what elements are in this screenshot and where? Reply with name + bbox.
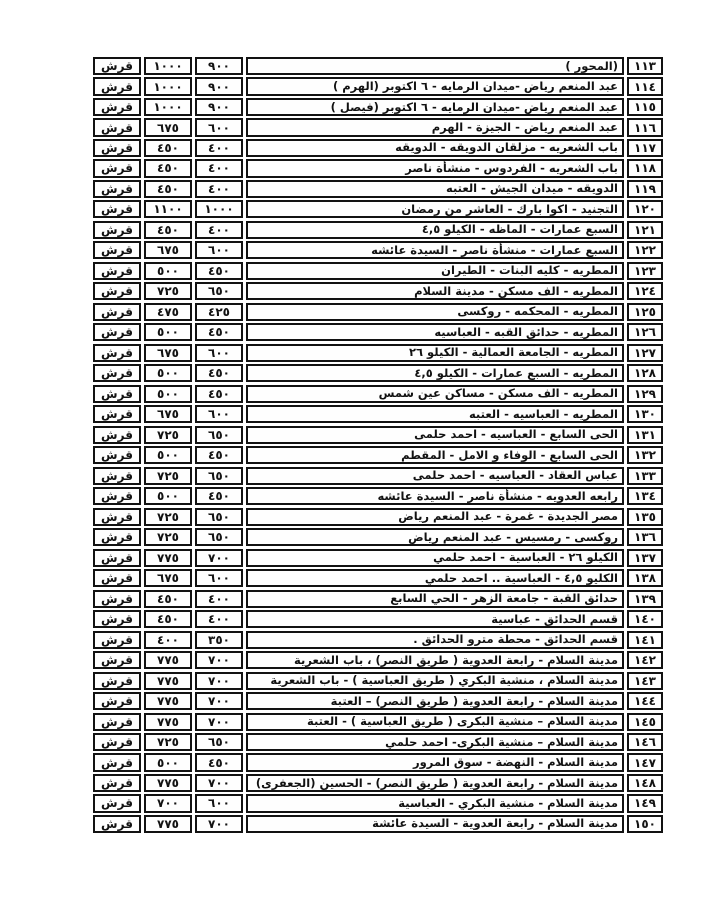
fare-upper-cell: ٦٧٥ [144, 344, 192, 362]
route-cell: المطريه - المحكمه - روكسى [246, 303, 624, 321]
route-cell: روكسى - رمسيس - عبد المنعم رياض [246, 528, 624, 546]
row-number-cell: ١٣٦ [627, 528, 663, 546]
row-number-cell: ١٢٠ [627, 200, 663, 218]
unit-cell: قرش [93, 426, 141, 444]
row-number-cell: ١٣٢ [627, 446, 663, 464]
row-number-cell: ١٤١ [627, 631, 663, 649]
fare-upper-cell: ٧٢٥ [144, 467, 192, 485]
unit-cell: قرش [93, 98, 141, 116]
unit-cell: قرش [93, 815, 141, 833]
fare-upper-cell: ٤٥٠ [144, 139, 192, 157]
fare-upper-cell: ٧٢٥ [144, 282, 192, 300]
fare-upper-cell: ٧٧٥ [144, 713, 192, 731]
table-row [93, 610, 663, 628]
unit-cell: قرش [93, 200, 141, 218]
route-cell: حدائق القبة - جامعة الزهر - الحي السابع [246, 590, 624, 608]
route-cell: المطريه - السبع عمارات - الكيلو ٤,٥ [246, 364, 624, 382]
row-number-cell: ١٢٤ [627, 282, 663, 300]
route-cell: مدينة السلام – منشية البكرى- احمد حلمي [246, 733, 624, 751]
fare-upper-cell: ٧٢٥ [144, 508, 192, 526]
route-cell: (المحور ) [246, 57, 624, 75]
row-number-cell: ١١٩ [627, 180, 663, 198]
row-number-cell: ١٣٤ [627, 487, 663, 505]
table-row [93, 221, 663, 239]
fare-upper-cell: ٧٢٥ [144, 426, 192, 444]
fare-upper-cell: ٧٢٥ [144, 733, 192, 751]
fare-upper-cell: ٧٢٥ [144, 528, 192, 546]
fare-upper-cell: ٥٠٠ [144, 446, 192, 464]
route-cell: مدينة السلام - رابعة العدوية - السيدة عائشة [246, 815, 624, 833]
unit-cell: قرش [93, 487, 141, 505]
route-cell: المطريه - الف مسكن - مساكن عين شمس [246, 385, 624, 403]
fare-upper-cell: ٧٠٠ [144, 794, 192, 812]
fare-upper-cell: ١٠٠٠ [144, 57, 192, 75]
fare-lower-cell: ٤٥٠ [195, 262, 243, 280]
route-cell: قسم الحدائق - عباسية [246, 610, 624, 628]
fare-lower-cell: ٤٠٠ [195, 590, 243, 608]
unit-cell: قرش [93, 569, 141, 587]
fare-lower-cell: ٦٥٠ [195, 467, 243, 485]
route-cell: المطريه - العباسيه - العتبه [246, 405, 624, 423]
table-row [93, 508, 663, 526]
route-cell: مصر الجديدة - غمرة - عبد المنعم رياض [246, 508, 624, 526]
row-number-cell: ١٤٦ [627, 733, 663, 751]
row-number-cell: ١٥٠ [627, 815, 663, 833]
route-cell: الدويقه - ميدان الجيش - العتبه [246, 180, 624, 198]
fare-upper-cell: ٥٠٠ [144, 364, 192, 382]
fare-table [93, 57, 663, 833]
fare-upper-cell: ٥٠٠ [144, 385, 192, 403]
row-number-cell: ١٤٠ [627, 610, 663, 628]
unit-cell: قرش [93, 159, 141, 177]
fare-lower-cell: ٤٠٠ [195, 159, 243, 177]
fare-lower-cell: ٤٥٠ [195, 385, 243, 403]
table-row [93, 528, 663, 546]
unit-cell: قرش [93, 221, 141, 239]
fare-lower-cell: ٦٠٠ [195, 569, 243, 587]
fare-lower-cell: ٤٠٠ [195, 221, 243, 239]
row-number-cell: ١٣٧ [627, 549, 663, 567]
row-number-cell: ١١٤ [627, 77, 663, 95]
route-cell: مدينة السلام - رابعة العدوية ( طريق النصر) - الحسين (الجعفرى) [246, 774, 624, 792]
table-row [93, 385, 663, 403]
route-cell: المطريه - الجامعة العمالية - الكيلو ٢٦ [246, 344, 624, 362]
fare-upper-cell: ٤٥٠ [144, 159, 192, 177]
fare-upper-cell: ٦٧٥ [144, 118, 192, 136]
unit-cell: قرش [93, 344, 141, 362]
unit-cell: قرش [93, 385, 141, 403]
row-number-cell: ١٢٨ [627, 364, 663, 382]
fare-upper-cell: ٧٧٥ [144, 692, 192, 710]
unit-cell: قرش [93, 323, 141, 341]
table-row [93, 57, 663, 75]
row-number-cell: ١٢٦ [627, 323, 663, 341]
row-number-cell: ١١٣ [627, 57, 663, 75]
route-cell: قسم الحدائق - محطة مترو الحدائق . [246, 631, 624, 649]
row-number-cell: ١٢٣ [627, 262, 663, 280]
row-number-cell: ١٣٣ [627, 467, 663, 485]
unit-cell: قرش [93, 364, 141, 382]
row-number-cell: ١٤٥ [627, 713, 663, 731]
unit-cell: قرش [93, 508, 141, 526]
row-number-cell: ١٢٢ [627, 241, 663, 259]
table-row [93, 753, 663, 771]
table-row [93, 344, 663, 362]
table-row [93, 241, 663, 259]
unit-cell: قرش [93, 713, 141, 731]
row-number-cell: ١٢٩ [627, 385, 663, 403]
unit-cell: قرش [93, 77, 141, 95]
fare-upper-cell: ٧٧٥ [144, 815, 192, 833]
row-number-cell: ١٣٨ [627, 569, 663, 587]
table-row [93, 467, 663, 485]
fare-lower-cell: ٦٠٠ [195, 405, 243, 423]
fare-lower-cell: ١٠٠٠ [195, 200, 243, 218]
fare-lower-cell: ٣٥٠ [195, 631, 243, 649]
row-number-cell: ١١٧ [627, 139, 663, 157]
row-number-cell: ١١٨ [627, 159, 663, 177]
table-row [93, 139, 663, 157]
fare-upper-cell: ٤٥٠ [144, 590, 192, 608]
fare-lower-cell: ٩٠٠ [195, 98, 243, 116]
fare-lower-cell: ٤٥٠ [195, 446, 243, 464]
table-row [93, 631, 663, 649]
fare-lower-cell: ٤٥٠ [195, 753, 243, 771]
route-cell: المطريه - حدائق القبه - العباسيه [246, 323, 624, 341]
fare-upper-cell: ١٠٠٠ [144, 98, 192, 116]
fare-lower-cell: ٤٥٠ [195, 487, 243, 505]
route-cell: عبد المنعم رياض - الجيزة - الهرم [246, 118, 624, 136]
unit-cell: قرش [93, 549, 141, 567]
unit-cell: قرش [93, 262, 141, 280]
table-row [93, 282, 663, 300]
row-number-cell: ١٢١ [627, 221, 663, 239]
row-number-cell: ١٢٧ [627, 344, 663, 362]
row-number-cell: ١٤٩ [627, 794, 663, 812]
route-cell: عبد المنعم رياض -ميدان الرمايه - ٦ اكتوبر (الهرم ) [246, 77, 624, 95]
route-cell: عباس العقاد - العباسيه - احمد حلمى [246, 467, 624, 485]
route-cell: باب الشعريه - الفردوس - منشأة ناصر [246, 159, 624, 177]
unit-cell: قرش [93, 405, 141, 423]
unit-cell: قرش [93, 753, 141, 771]
unit-cell: قرش [93, 57, 141, 75]
table-row [93, 118, 663, 136]
row-number-cell: ١٣١ [627, 426, 663, 444]
unit-cell: قرش [93, 774, 141, 792]
unit-cell: قرش [93, 631, 141, 649]
table-row [93, 774, 663, 792]
unit-cell: قرش [93, 733, 141, 751]
unit-cell: قرش [93, 241, 141, 259]
fare-lower-cell: ٦٠٠ [195, 118, 243, 136]
fare-upper-cell: ٤٥٠ [144, 610, 192, 628]
fare-lower-cell: ٤٠٠ [195, 180, 243, 198]
fare-upper-cell: ٦٧٥ [144, 569, 192, 587]
fare-lower-cell: ٦٠٠ [195, 344, 243, 362]
table-row [93, 672, 663, 690]
route-cell: المطريه - كليه البنات - الطيران [246, 262, 624, 280]
table-row [93, 713, 663, 731]
route-cell: رابعه العدويه - منشأة ناصر - السيدة عائشه [246, 487, 624, 505]
unit-cell: قرش [93, 610, 141, 628]
route-cell: مدينة السلام - رابعة العدوية ( طريق النصر) ، باب الشعرية [246, 651, 624, 669]
unit-cell: قرش [93, 672, 141, 690]
fare-upper-cell: ٧٧٥ [144, 651, 192, 669]
unit-cell: قرش [93, 303, 141, 321]
fare-lower-cell: ٤٠٠ [195, 610, 243, 628]
route-cell: الكيلو ٢٦ - العباسية - احمد حلمي [246, 549, 624, 567]
row-number-cell: ١٤٤ [627, 692, 663, 710]
fare-lower-cell: ٤٢٥ [195, 303, 243, 321]
fare-upper-cell: ٤٥٠ [144, 180, 192, 198]
table-row [93, 651, 663, 669]
route-cell: المطريه - الف مسكن - مدينة السلام [246, 282, 624, 300]
table-row [93, 815, 663, 833]
route-cell: مدينة السلام - النهضة - سوق المرور [246, 753, 624, 771]
fare-lower-cell: ٧٠٠ [195, 549, 243, 567]
table-row [93, 590, 663, 608]
table-row [93, 323, 663, 341]
fare-lower-cell: ٧٠٠ [195, 815, 243, 833]
table-row [93, 487, 663, 505]
table-row [93, 733, 663, 751]
fare-lower-cell: ٦٥٠ [195, 282, 243, 300]
unit-cell: قرش [93, 528, 141, 546]
route-cell: السبع عمارات - منشأة ناصر - السيدة عائشه [246, 241, 624, 259]
table-row [93, 549, 663, 567]
unit-cell: قرش [93, 446, 141, 464]
fare-lower-cell: ٦٥٠ [195, 508, 243, 526]
unit-cell: قرش [93, 139, 141, 157]
table-row [93, 692, 663, 710]
fare-upper-cell: ٧٧٥ [144, 672, 192, 690]
route-cell: مدينة السلام ، منشية البكري ( طريق العباسية ) - باب الشعرية [246, 672, 624, 690]
row-number-cell: ١٢٥ [627, 303, 663, 321]
table-row [93, 159, 663, 177]
unit-cell: قرش [93, 651, 141, 669]
table-row [93, 405, 663, 423]
unit-cell: قرش [93, 467, 141, 485]
fare-upper-cell: ٦٧٥ [144, 241, 192, 259]
fare-upper-cell: ٤٥٠ [144, 221, 192, 239]
route-cell: السبع عمارات - الماظه - الكيلو ٤,٥ [246, 221, 624, 239]
fare-upper-cell: ٧٧٥ [144, 549, 192, 567]
fare-upper-cell: ١٠٠٠ [144, 77, 192, 95]
route-cell: التجنيد - اكوا بارك - العاشر من رمضان [246, 200, 624, 218]
route-cell: باب الشعريه - مزلقان الدويقه - الدويقه [246, 139, 624, 157]
row-number-cell: ١٤٢ [627, 651, 663, 669]
fare-lower-cell: ٤٠٠ [195, 139, 243, 157]
table-row [93, 426, 663, 444]
fare-lower-cell: ٦٥٠ [195, 733, 243, 751]
fare-upper-cell: ٤٧٥ [144, 303, 192, 321]
table-row [93, 446, 663, 464]
row-number-cell: ١٣٠ [627, 405, 663, 423]
fare-lower-cell: ٦٠٠ [195, 794, 243, 812]
row-number-cell: ١٣٥ [627, 508, 663, 526]
route-cell: عبد المنعم رياض -ميدان الرمايه - ٦ اكتوبر (فيصل ) [246, 98, 624, 116]
unit-cell: قرش [93, 180, 141, 198]
fare-lower-cell: ٤٥٠ [195, 364, 243, 382]
fare-lower-cell: ٦٠٠ [195, 241, 243, 259]
route-cell: مدينة السلام - رابعة العدوية ( طريق النصر) – العتبة [246, 692, 624, 710]
fare-upper-cell: ٥٠٠ [144, 262, 192, 280]
fare-lower-cell: ٩٠٠ [195, 57, 243, 75]
route-cell: الحى السابع - الوفاء و الامل - المقطم [246, 446, 624, 464]
row-number-cell: ١١٥ [627, 98, 663, 116]
fare-lower-cell: ٧٠٠ [195, 774, 243, 792]
row-number-cell: ١١٦ [627, 118, 663, 136]
route-cell: مدينة السلام – منشية البكرى ( طريق العباسية ) - العتبة [246, 713, 624, 731]
fare-lower-cell: ٦٥٠ [195, 426, 243, 444]
fare-upper-cell: ٧٧٥ [144, 774, 192, 792]
route-cell: مدينة السلام - منشية البكري - العباسية [246, 794, 624, 812]
fare-lower-cell: ٧٠٠ [195, 651, 243, 669]
table-row [93, 794, 663, 812]
route-cell: الكليو ٤,٥ - العباسية .. احمد حلمي [246, 569, 624, 587]
fare-upper-cell: ٥٠٠ [144, 487, 192, 505]
unit-cell: قرش [93, 118, 141, 136]
table-row [93, 303, 663, 321]
table-row [93, 262, 663, 280]
table-row [93, 364, 663, 382]
unit-cell: قرش [93, 282, 141, 300]
table-row [93, 569, 663, 587]
fare-lower-cell: ٧٠٠ [195, 713, 243, 731]
row-number-cell: ١٤٨ [627, 774, 663, 792]
fare-lower-cell: ٩٠٠ [195, 77, 243, 95]
table-row [93, 200, 663, 218]
fare-lower-cell: ٦٥٠ [195, 528, 243, 546]
fare-upper-cell: ٤٠٠ [144, 631, 192, 649]
route-cell: الحى السابع - العباسيه - احمد حلمى [246, 426, 624, 444]
row-number-cell: ١٤٣ [627, 672, 663, 690]
fare-upper-cell: ٦٧٥ [144, 405, 192, 423]
fare-lower-cell: ٤٥٠ [195, 323, 243, 341]
unit-cell: قرش [93, 692, 141, 710]
table-row [93, 180, 663, 198]
fare-upper-cell: ١١٠٠ [144, 200, 192, 218]
row-number-cell: ١٣٩ [627, 590, 663, 608]
unit-cell: قرش [93, 590, 141, 608]
fare-upper-cell: ٥٠٠ [144, 753, 192, 771]
row-number-cell: ١٤٧ [627, 753, 663, 771]
unit-cell: قرش [93, 794, 141, 812]
fare-lower-cell: ٧٠٠ [195, 692, 243, 710]
fare-lower-cell: ٧٠٠ [195, 672, 243, 690]
table-row [93, 98, 663, 116]
table-row [93, 77, 663, 95]
fare-upper-cell: ٥٠٠ [144, 323, 192, 341]
